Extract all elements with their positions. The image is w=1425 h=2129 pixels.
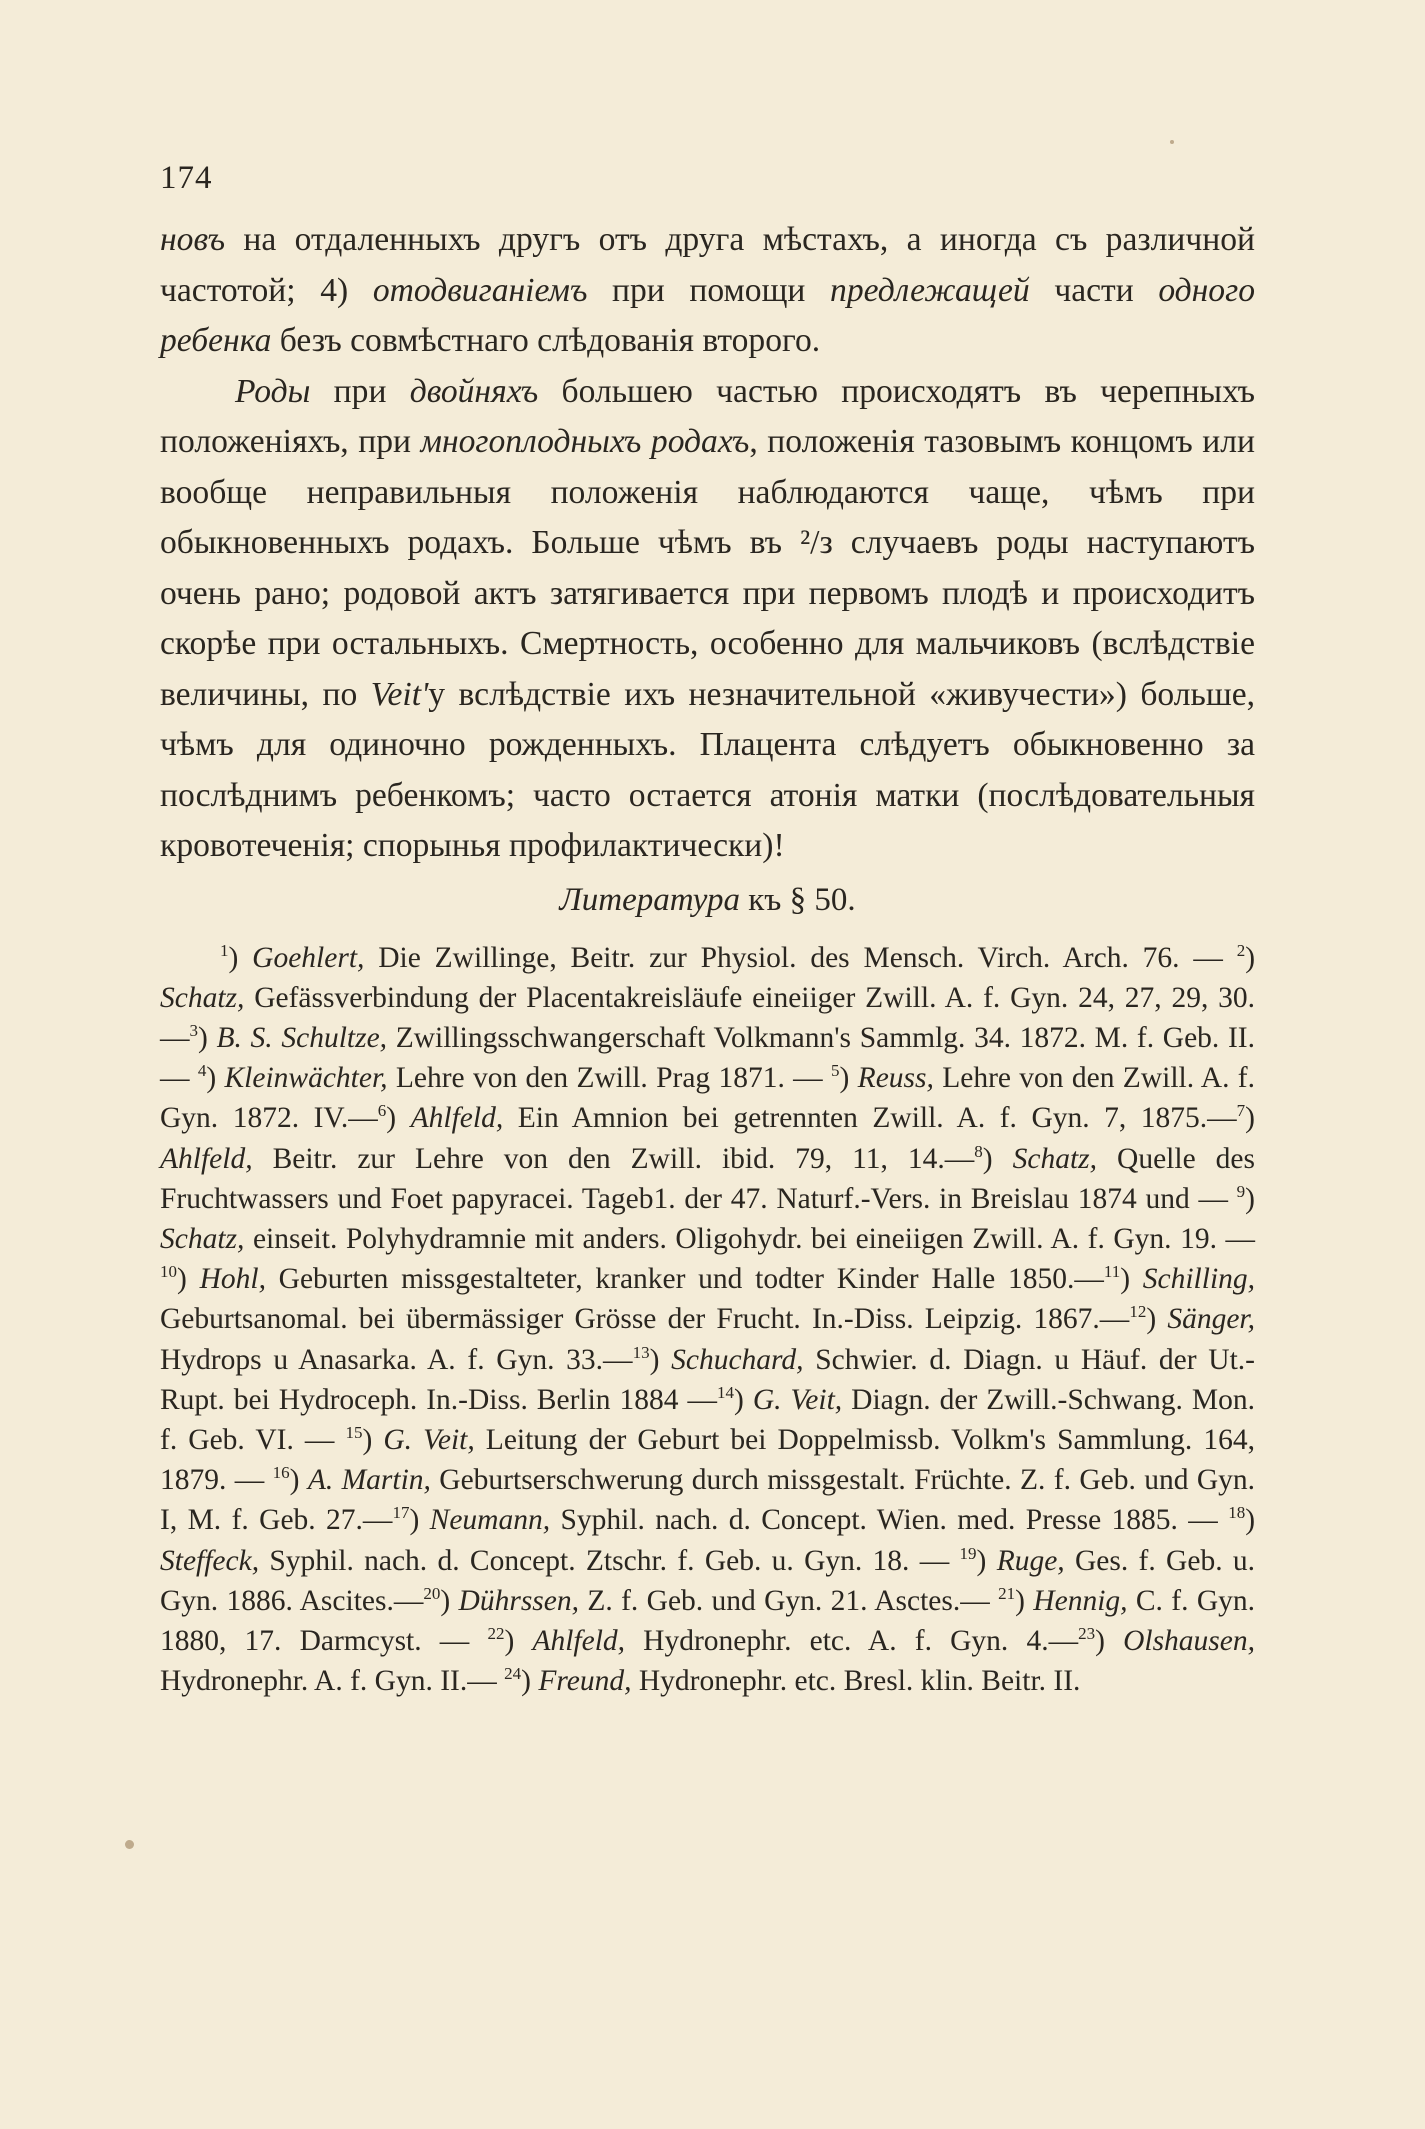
italic-run: предлежащей xyxy=(830,271,1030,309)
reference-number: 20 xyxy=(423,1583,441,1603)
body-text xyxy=(160,215,1255,872)
reference-number: 8 xyxy=(974,1141,983,1161)
reference-number: 21 xyxy=(998,1583,1016,1603)
reference-number: 6 xyxy=(377,1101,387,1121)
reference-author: G. Veit, xyxy=(752,1383,843,1416)
reference-text: Geburten missgestalteter, kranker und todter Kinder Halle 1850.— xyxy=(265,1263,1104,1296)
reference-text: C. f. Gyn. 1880, 17. Darmcyst. — xyxy=(160,1584,1255,1657)
reference-author: Hohl, xyxy=(199,1263,266,1296)
reference-text: Lehre von den Zwill. A. f. Gyn. 1872. IV.— xyxy=(160,1062,1255,1135)
italic-run: одного ребенка xyxy=(160,271,1255,359)
reference-text: Hydronephr. A. f. Gyn. II.— xyxy=(160,1665,505,1698)
text-run: при xyxy=(310,372,410,410)
text-run: на отдаленныхъ другъ отъ друга мѣстахъ, а иногда съ различной частотой; 4) xyxy=(160,221,1255,309)
reference-text: Z. f. Geb. und Gyn. 21. Asctes.— xyxy=(579,1584,999,1617)
reference-paren: ) xyxy=(1245,1182,1255,1215)
reference-number: 11 xyxy=(1103,1262,1121,1282)
reference-text: Leitung der Geburt bei Doppelmissb. Volkm's Sammlung. 164, 1879. — xyxy=(160,1423,1255,1497)
reference-text: Quelle des Fruchtwassers und Foet papyracei. Tageb1. der 47. Naturf.-Vers. in Breislau 1874 und — xyxy=(160,1142,1256,1215)
reference-paren: ) xyxy=(289,1464,308,1497)
reference-number: 23 xyxy=(1078,1624,1096,1644)
reference-paren: ) xyxy=(734,1383,753,1416)
reference-paren: ) xyxy=(409,1504,430,1537)
reference-author: Hennig, xyxy=(1033,1584,1128,1617)
reference-number: 14 xyxy=(717,1382,735,1402)
reference-number: 24 xyxy=(504,1664,522,1684)
reference-author: Ahlfeld, xyxy=(532,1624,626,1657)
reference-text: Hydronephr. etc. Bresl. klin. Beitr. II. xyxy=(631,1665,1081,1698)
italic-run: отодвиганіемъ xyxy=(372,271,588,309)
reference-number: 22 xyxy=(487,1624,505,1644)
reference-author: B. S. Schultze, xyxy=(216,1021,388,1054)
reference-number: 9 xyxy=(1236,1181,1246,1201)
text-run: безъ совмѣстнаго слѣдованія второго. xyxy=(271,322,821,359)
reference-number: 5 xyxy=(831,1061,840,1081)
reference-text: Gefässverbindung der Placentakreisläufe eineiiger Zwill. A. f. Gyn. 24, 27, 29, 30.— xyxy=(160,981,1255,1054)
reference-number: 7 xyxy=(1236,1101,1246,1121)
paragraph xyxy=(160,367,1255,872)
reference-author: Schatz, xyxy=(160,1222,245,1255)
reference-author: Schuchard, xyxy=(671,1343,804,1376)
reference-author: Ruge, xyxy=(996,1544,1065,1577)
reference-paren: ) xyxy=(362,1423,384,1456)
reference-text: Lehre von den Zwill. Prag 1871. — xyxy=(387,1062,832,1095)
reference-number: 3 xyxy=(189,1021,198,1041)
reference-number: 12 xyxy=(1129,1302,1147,1322)
reference-paren: ) xyxy=(440,1584,459,1617)
reference-text: Diagn. der Zwill.-Schwang. Mon. f. Geb. VI. — xyxy=(160,1383,1256,1456)
reference-author: Freund, xyxy=(538,1665,632,1698)
reference-paren: ) xyxy=(198,1021,217,1054)
reference-paren: ) xyxy=(839,1062,858,1095)
reference-paren: ) xyxy=(1245,1504,1256,1537)
reference-number: 10 xyxy=(160,1262,177,1282)
reference-text: Ges. f. Geb. u. Gyn. 1886. Ascites.— xyxy=(160,1544,1255,1617)
reference-author: Goehlert, xyxy=(252,941,365,974)
reference-author: Schatz, xyxy=(160,981,245,1014)
reference-paren: ) xyxy=(649,1343,672,1376)
reference-paren: ) xyxy=(1245,941,1256,974)
reference-text: einseit. Polyhydramnie mit anders. Oligohydr. bei eineiigen Zwill. A. f. Gyn. 19. — xyxy=(244,1222,1255,1255)
ink-speck xyxy=(1170,140,1174,144)
reference-author: Ahlfeld, xyxy=(160,1142,253,1175)
page-content xyxy=(160,160,1255,1701)
italic-run: Роды xyxy=(235,372,311,410)
ink-speck xyxy=(125,1840,134,1849)
text-run: большею частью происходятъ въ черепныхъ положеніяхъ, при xyxy=(160,372,1255,460)
reference-text: Die Zwillinge, Beitr. zur Physiol. des Mensch. Virch. Arch. 76. — xyxy=(364,941,1237,974)
reference-text: Geburtsanomal. bei übermässiger Grösse der Frucht. In.-Diss. Leipzig. 1867.— xyxy=(160,1303,1130,1336)
page-number: 174 xyxy=(160,160,213,196)
reference-paren: ) xyxy=(1120,1263,1143,1296)
reference-author: Steffeck, xyxy=(160,1544,260,1577)
reference-number: 1 xyxy=(220,940,229,960)
reference-paren: ) xyxy=(386,1102,411,1135)
reference-paren: ) xyxy=(521,1665,539,1698)
reference-author: Reuss, xyxy=(857,1062,934,1095)
text-run: у вслѣдствіе ихъ незначительной «живучести») больше, чѣмъ для одиночно рожденныхъ. Плацента слѣдуетъ обыкновенно за послѣднимъ ребенкомъ; часто остается атонія матки (послѣдовательныя кровотеченія; спорынья профилактически)! xyxy=(160,675,1255,864)
text-run: , положенія тазовымъ концомъ или вообще неправильныя положенія наблюдаются чаще, чѣмъ при обыкновенныхъ родахъ. Больше чѣмъ въ ²/з случаевъ роды наступаютъ очень рано; родовой актъ затягивается при первомъ плодѣ и происходитъ скорѣе при остальныхъ. Смертность, особенно для мальчиковъ (вслѣдствіе величины, по xyxy=(160,423,1255,713)
reference-number: 17 xyxy=(392,1503,410,1523)
reference-author: Ahlfeld, xyxy=(410,1102,504,1135)
reference-paren: ) xyxy=(1245,1102,1255,1135)
text-run: части xyxy=(1029,271,1159,309)
reference-author: Schatz, xyxy=(1012,1142,1098,1175)
references xyxy=(160,938,1255,1702)
reference-paren: ) xyxy=(206,1062,225,1095)
literature-heading-rest: къ § 50. xyxy=(739,881,856,918)
reference-text: Hydronephr. etc. A. f. Gyn. 4.— xyxy=(625,1624,1079,1657)
reference-author: A. Martin, xyxy=(307,1464,431,1497)
reference-number: 18 xyxy=(1228,1503,1246,1523)
reference-paren: ) xyxy=(504,1624,533,1657)
reference-author: Dührssen, xyxy=(458,1584,579,1617)
text-run: при помощи xyxy=(587,271,831,309)
reference-paren: ) xyxy=(976,1544,997,1577)
reference-paren: ) xyxy=(1015,1584,1034,1617)
literature-heading xyxy=(160,878,1255,922)
reference-number: 16 xyxy=(272,1463,290,1483)
reference-paren: ) xyxy=(1095,1624,1124,1657)
reference-paren: ) xyxy=(982,1142,1013,1175)
italic-run: Veit' xyxy=(370,675,429,713)
reference-author: Sänger, xyxy=(1167,1303,1256,1336)
italic-run: многоплодныхъ родахъ xyxy=(420,423,750,460)
reference-number: 15 xyxy=(345,1423,363,1443)
reference-number: 19 xyxy=(959,1543,977,1563)
reference-text: Schwier. d. Diagn. u Häuf. der Ut.-Rupt. bei Hydroceph. In.-Diss. Berlin 1884 — xyxy=(160,1343,1255,1416)
reference-author: Kleinwächter, xyxy=(224,1062,388,1095)
reference-author: Schilling, xyxy=(1142,1263,1256,1296)
italic-run: новъ xyxy=(160,221,226,258)
reference-author: Neumann, xyxy=(429,1504,551,1537)
reference-text: Hydrops u Anasarka. A. f. Gyn. 33.— xyxy=(160,1343,633,1376)
reference-number: 2 xyxy=(1236,940,1246,960)
reference-paren: ) xyxy=(228,941,253,974)
paragraph xyxy=(160,215,1255,367)
reference-paren: ) xyxy=(1146,1303,1168,1336)
italic-run: двойняхъ xyxy=(409,372,539,410)
reference-number: 4 xyxy=(197,1061,207,1081)
reference-paren: ) xyxy=(177,1263,200,1296)
reference-text: Beitr. zur Lehre von den Zwill. ibid. 79, 11, 14.— xyxy=(252,1142,975,1175)
reference-number: 13 xyxy=(632,1342,650,1362)
literature-heading-italic: Литература xyxy=(559,881,740,918)
reference-text: Syphil. nach. d. Concept. Wien. med. Presse 1885. — xyxy=(550,1504,1229,1537)
reference-text: Geburtserschwerung durch missgestalt. Früchte. Z. f. Geb. und Gyn. I, M. f. Geb. 27.— xyxy=(160,1464,1256,1537)
reference-text: Syphil. nach. d. Concept. Ztschr. f. Geb. u. Gyn. 18. — xyxy=(259,1544,960,1577)
reference-author: G. Veit, xyxy=(383,1423,475,1456)
reference-text: Ein Amnion bei getrennten Zwill. A. f. Gyn. 7, 1875.— xyxy=(503,1102,1237,1135)
reference-text: Zwillingsschwangerschaft Volkmann's Sammlg. 34. 1872. M. f. Geb. II. — xyxy=(160,1021,1255,1095)
reference-author: Olshausen, xyxy=(1123,1624,1255,1657)
